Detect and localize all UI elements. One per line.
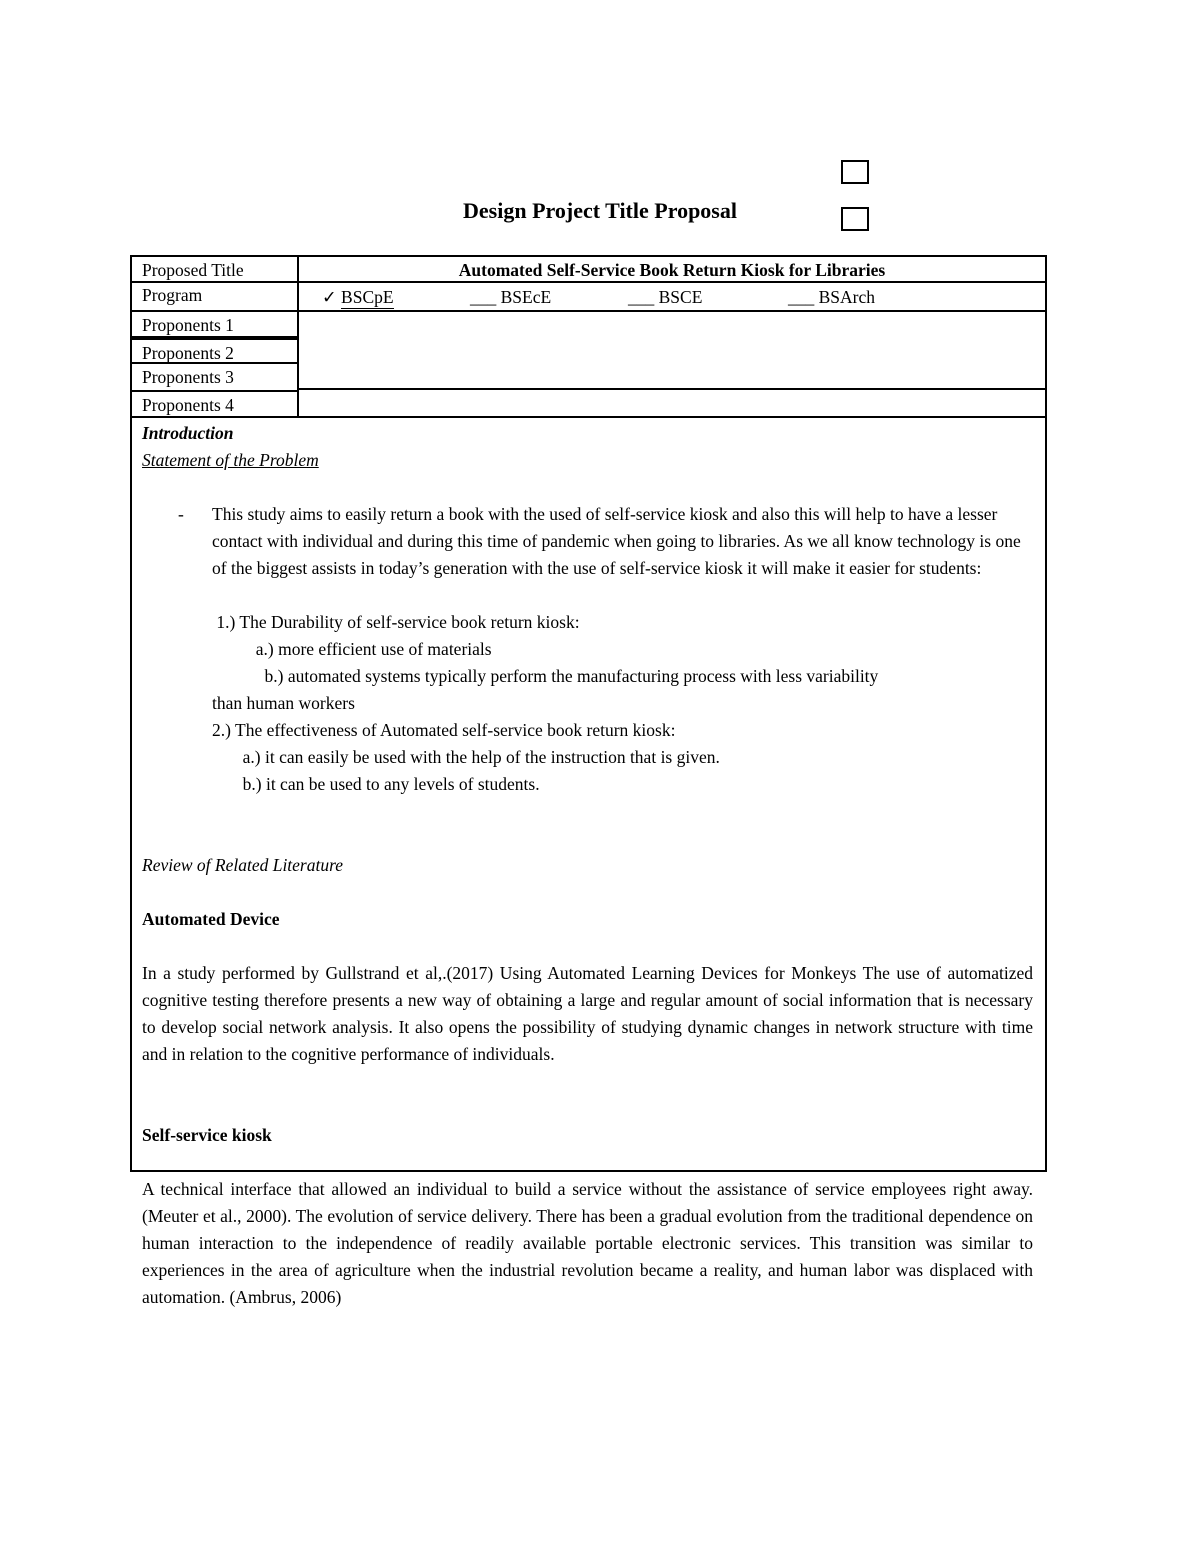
proponent-2-label: Proponents 2 xyxy=(132,338,299,364)
proposal-form xyxy=(130,255,1047,1307)
program-option-label: BSEcE xyxy=(500,287,552,307)
problem-heading: Statement of the Problem xyxy=(142,450,319,470)
program-option-label: BSCpE xyxy=(341,287,394,307)
proponents-block xyxy=(130,312,1047,416)
list-item: a.) it can easily be used with the help of the instruction that is given. xyxy=(212,747,720,767)
list-item: b.) automated systems typically perform the manufacturing process with less variability xyxy=(212,666,879,686)
objectives-list xyxy=(142,609,1033,798)
checkbox-1[interactable] xyxy=(841,160,869,184)
list-item: b.) it can be used to any levels of students. xyxy=(212,774,540,794)
list-item: than human workers xyxy=(212,693,355,713)
program-label: Program xyxy=(142,285,203,305)
proposed-title-value: Automated Self-Service Book Return Kiosk for Libraries xyxy=(458,260,886,280)
introduction-heading: Introduction xyxy=(142,423,234,443)
program-row xyxy=(130,283,1047,312)
kiosk-text: A technical interface that allowed an individual to build a service without the assistance of service employees right away. (Meuter et al., 2000). The evolution of service delivery. There has been a gradual evolution from the traditional dependence on human interaction to the independence of readily available portable electronic services. This transition was similar to experiences in the area of agriculture when the industrial revolution became a reality, and human labor was displaced with automation. (Ambrus, 2006) xyxy=(142,1179,1033,1307)
review-heading: Review of Related Literature xyxy=(142,855,344,875)
program-option-label: BSArch xyxy=(818,287,876,307)
program-option-label: BSCE xyxy=(658,287,703,307)
checkmark-icon: ✓ xyxy=(322,287,337,307)
proponent-3-label: Proponents 3 xyxy=(132,364,299,390)
program-option-bsece[interactable] xyxy=(470,287,551,308)
list-item: a.) more efficient use of materials xyxy=(212,639,492,659)
proposed-title-label: Proposed Title xyxy=(142,260,244,280)
blank-line: ___ xyxy=(788,287,815,307)
introduction-section xyxy=(130,416,1047,1307)
automated-device-heading: Automated Device xyxy=(142,909,280,929)
problem-text: This study aims to easily return a book with the used of self-service kiosk and also this will help to have a lesser contact with individual and during this time of pandemic when going to libraries. As we all know technology is one of the biggest assists in today’s generation with the use of self-service kiosk it will make it easier for students: xyxy=(212,504,1021,578)
program-option-bsarch[interactable] xyxy=(788,287,875,308)
proponent-1-label: Proponents 1 xyxy=(132,312,299,338)
page-title: Design Project Title Proposal xyxy=(463,198,737,223)
proposed-title-row xyxy=(130,255,1047,283)
program-option-bsce[interactable] xyxy=(628,287,702,308)
list-item: 2.) The effectiveness of Automated self-service book return kiosk: xyxy=(212,720,676,740)
list-item: 1.) The Durability of self-service book return kiosk: xyxy=(212,612,580,632)
bullet-dash: - xyxy=(178,504,184,524)
automated-device-text: In a study performed by Gullstrand et al,.(2017) Using Automated Learning Devices for Monkeys The use of automatized cognitive testing therefore presents a new way of obtaining a large and regular amount of social information that is necessary to develop social network analysis. It also opens the possibility of studying dynamic changes in network structure with time and in relation to the cognitive performance of individuals. xyxy=(142,963,1033,1064)
checkbox-2[interactable] xyxy=(841,207,869,231)
proponent-4-label: Proponents 4 xyxy=(132,390,299,416)
problem-bullet xyxy=(142,501,1033,582)
blank-line: ___ xyxy=(628,287,655,307)
kiosk-heading: Self-service kiosk xyxy=(142,1125,272,1145)
program-option-bscpe[interactable] xyxy=(322,287,398,309)
blank-line: ___ xyxy=(470,287,497,307)
